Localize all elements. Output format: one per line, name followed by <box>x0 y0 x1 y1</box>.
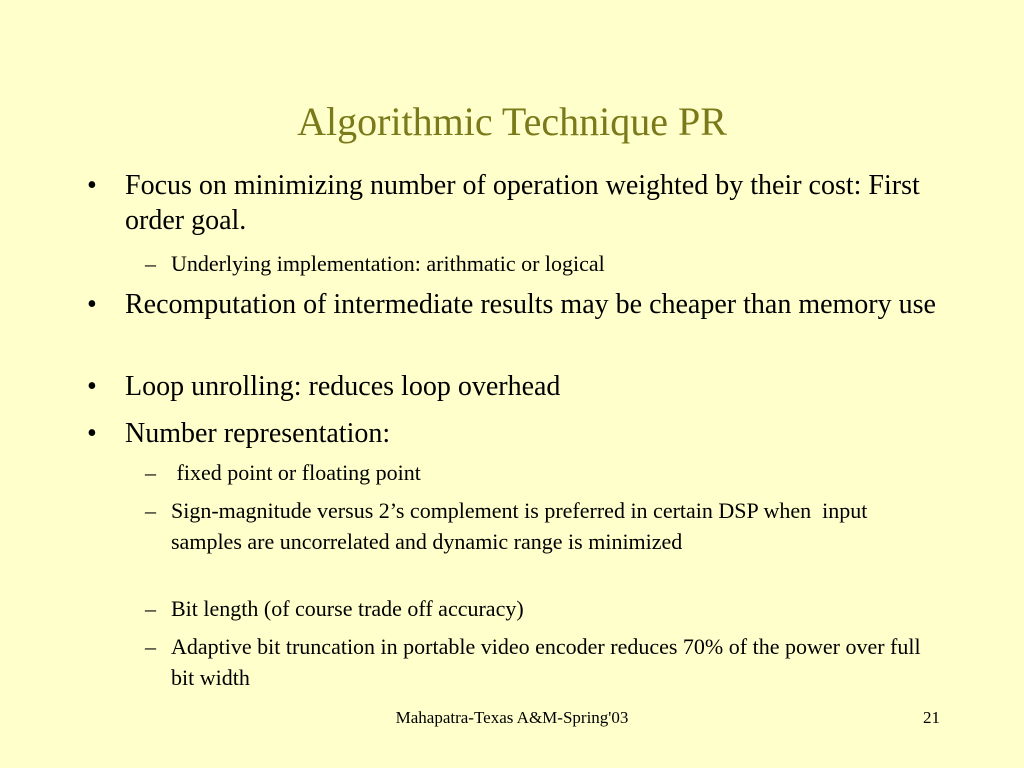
sub-bullet-item <box>145 457 935 488</box>
sub-bullet-text: Sign-magnitude versus 2’s complement is preferred in certain DSP when input samples are uncorrelated and dynamic range is minimized <box>171 498 873 554</box>
bullet-item <box>87 168 947 238</box>
bullet-marker: • <box>87 418 97 449</box>
bullet-marker: • <box>87 371 97 402</box>
bullet-text: Focus on minimizing number of operation weighted by their cost: First order goal. <box>125 170 920 236</box>
sub-bullet-text: Underlying implementation: arithmatic or logical <box>171 251 605 276</box>
sub-bullet-item <box>145 631 935 693</box>
sub-bullet-item <box>145 248 935 279</box>
bullet-item <box>87 369 947 404</box>
bullet-marker: • <box>87 289 97 320</box>
bullet-marker: • <box>87 170 97 201</box>
sub-bullet-marker: – <box>145 251 156 276</box>
sub-bullet-marker: – <box>145 634 156 659</box>
sub-bullet-item <box>145 495 935 557</box>
page-number: 21 <box>923 708 940 727</box>
bullet-item <box>87 287 947 322</box>
bullet-item <box>87 416 947 451</box>
bullet-text: Loop unrolling: reduces loop overhead <box>125 371 561 402</box>
bullet-text: Recomputation of intermediate results may be cheaper than memory use <box>125 289 936 320</box>
slide-footer: Mahapatra-Texas A&M-Spring'03 <box>395 708 629 727</box>
slide-title: Algorithmic Technique PR <box>297 99 727 144</box>
sub-bullet-text: fixed point or floating point <box>171 460 421 485</box>
sub-bullet-text: Adaptive bit truncation in portable video encoder reduces 70% of the power over full bit width <box>171 634 921 690</box>
sub-bullet-marker: – <box>145 498 156 523</box>
sub-bullet-marker: – <box>145 460 156 485</box>
sub-bullet-item <box>145 593 935 624</box>
sub-bullet-text: Bit length (of course trade off accuracy) <box>171 596 524 621</box>
bullet-text: Number representation: <box>125 418 391 449</box>
sub-bullet-marker: – <box>145 596 156 621</box>
